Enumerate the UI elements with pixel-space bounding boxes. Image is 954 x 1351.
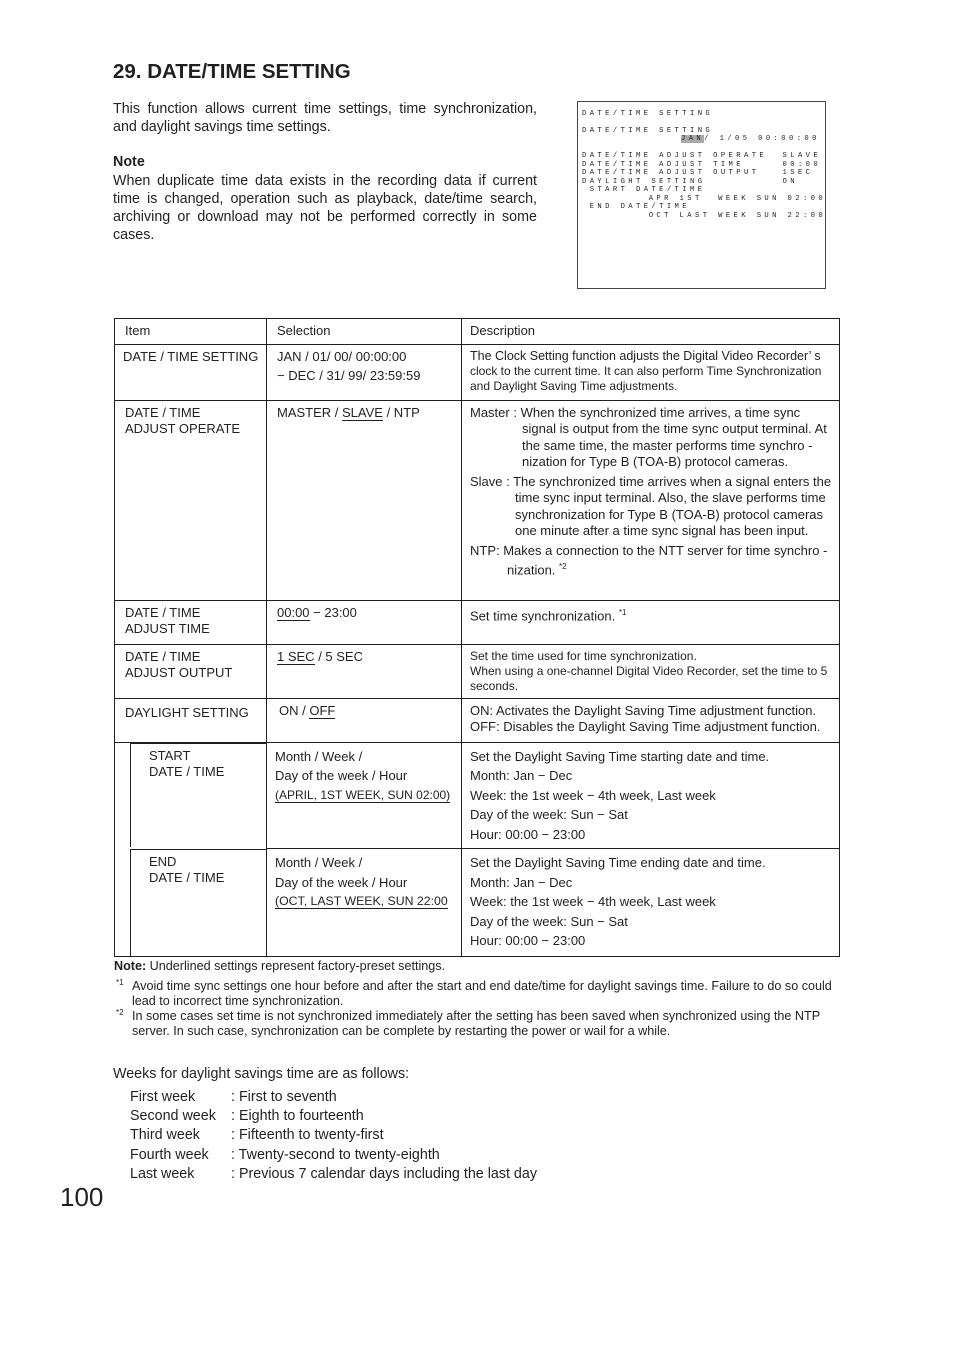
description-cell: Set time synchronization. $^{*1}$ (462, 600, 840, 644)
footnote-mark: *2 (116, 1008, 124, 1017)
footnote-2: In some cases set time is not synchronized immediately after the setting has been saved when synchronized using the NTP server. In such case, synchronization can be complete by restarting the power or wail for a while. (132, 1009, 820, 1038)
item-cell: END DATE / TIME (115, 849, 267, 957)
screen-line: JAN/ 1/05 00:00:00 (681, 135, 820, 143)
week-label: Last week (130, 1166, 195, 1182)
table-row (115, 698, 840, 742)
item-cell: DAYLIGHT SETTING (115, 698, 267, 742)
screen-line: DATE/TIME ADJUST OPERATE SLAVE (582, 152, 822, 160)
factory-default: 00:00 (277, 604, 310, 620)
week-value: : Eighth to fourteenth (231, 1108, 364, 1124)
page-number: 100 (60, 1182, 104, 1212)
weeks-heading: Weeks for daylight savings time are as follows: (113, 1066, 410, 1082)
item-cell: START DATE / TIME (115, 742, 267, 849)
item-cell: DATE / TIME ADJUST OPERATE (115, 400, 267, 600)
table-note: Note: Underlined settings represent factory-preset settings. (114, 959, 446, 973)
factory-default: (OCT, LAST WEEK, SUN 22:00 (275, 894, 448, 908)
screen-line: DATE/TIME ADJUST TIME 00:00 (582, 161, 822, 169)
table-row (115, 400, 840, 600)
description-cell: Set the time used for time synchronization. When using a one-channel Digital Video Recorder, set the time to 5 seconds. (462, 644, 840, 698)
week-value: : Previous 7 calendar days including the last day (231, 1166, 537, 1182)
note-heading: Note (113, 154, 145, 170)
week-value: : Twenty-second to twenty-eighth (231, 1147, 440, 1163)
menu-screen-illustration (577, 101, 826, 289)
week-value: : Fifteenth to twenty-first (231, 1127, 384, 1143)
week-label: First week (130, 1089, 196, 1105)
item-cell: DATE / TIME ADJUST OUTPUT (115, 644, 267, 698)
week-label: Third week (130, 1127, 200, 1143)
screen-line: START DATE/TIME (582, 186, 706, 194)
description-cell: The Clock Setting function adjusts the Digital Video Recorder’ s clock to the current time. It can also perform Time Synchronization and Daylight Saving Time adjustments. (462, 344, 840, 400)
factory-default: SLAVE (342, 404, 383, 420)
header-item: Item (115, 319, 267, 345)
screen-line: DATE/TIME SETTING (582, 127, 714, 135)
selection-cell: 1 SEC / 5 SEC (267, 644, 462, 698)
selection-cell: ON / OFF (267, 698, 462, 742)
description-cell: Master : When the synchronized time arrives, a time sync signal is output from the time sync output terminal. At the same time, the master performs time synchro -nization for Type B (TOA-B) protocol cameras. Slave : The synchronized time arrives when a signal enters the time sync input terminal. Also, the slave performs time synchronization for Type B (TOA-B) protocol cameras one minute after a time sync signal has been input. NTP: Makes a connection to the NTT server for time synchro -nization. $^{*2}$ (462, 400, 840, 600)
item-cell: DATE / TIME SETTING (115, 344, 267, 400)
screen-line: OCT LAST WEEK SUN 22:00 (587, 212, 827, 220)
header-description: Description (462, 319, 840, 345)
screen-line: DAYLIGHT SETTING ON (582, 178, 798, 186)
table-row (115, 849, 840, 957)
week-label: Second week (130, 1108, 216, 1124)
factory-default: (APRIL, 1ST WEEK, SUN 02:00) (275, 787, 451, 802)
screen-highlight: JAN (681, 135, 705, 143)
screen-line: DATE/TIME SETTING (582, 110, 714, 118)
item-cell: DATE / TIME ADJUST TIME (115, 600, 267, 644)
table-row (115, 344, 840, 400)
description-cell: Set the Daylight Saving Time starting date and time. Month: Jan − Dec Week: the 1st week − 4th week, Last week Day of the week: Sun − Sat Hour: 00:00 − 23:00 (462, 742, 840, 849)
description-cell: ON: Activates the Daylight Saving Time adjustment function. OFF: Disables the Daylight Saving Time adjustment function. (462, 698, 840, 742)
screen-line: APR 1ST WEEK SUN 02:00 (587, 195, 827, 203)
settings-table (114, 318, 840, 957)
footnote-mark: *1 (116, 978, 124, 987)
intro-text: This function allows current time settings, time synchronization, and daylight savings time settings. (113, 101, 537, 135)
description-cell: Set the Daylight Saving Time ending date and time. Month: Jan − Dec Week: the 1st week − 4th week, Last week Day of the week: Sun − Sat Hour: 00:00 − 23:00 (462, 849, 840, 957)
header-selection: Selection (267, 319, 462, 345)
table-row (115, 742, 840, 849)
factory-default: 1 SEC (277, 648, 315, 664)
page-title: 29. DATE/TIME SETTING (113, 60, 351, 83)
footnote-1: Avoid time sync settings one hour before and after the start and end date/time for daylight savings time. Failure to do so could lead to incorrect time synchronization. (132, 979, 832, 1008)
selection-cell: MASTER / SLAVE / NTP (267, 400, 462, 600)
table-row (115, 644, 840, 698)
table-header-row (115, 319, 840, 345)
selection-cell: JAN / 01/ 00/ 00:00:00 − DEC / 31/ 99/ 23:59:59 (267, 344, 462, 400)
selection-cell: Month / Week / Day of the week / Hour (OCT, LAST WEEK, SUN 22:00 (267, 849, 462, 957)
week-value: : First to seventh (231, 1089, 337, 1105)
screen-line: DATE/TIME ADJUST OUTPUT 1SEC (582, 169, 814, 177)
note-text: When duplicate time data exists in the recording data if current time is changed, operation such as playback, date/time search, archiving or download may not be performed correctly in some cases. (113, 173, 537, 243)
selection-cell: Month / Week / Day of the week / Hour (APRIL, 1ST WEEK, SUN 02:00) (267, 742, 462, 849)
table-row (115, 600, 840, 644)
factory-default: OFF (309, 702, 336, 718)
week-label: Fourth week (130, 1147, 209, 1163)
selection-cell: 00:00 − 23:00 (267, 600, 462, 644)
screen-line: END DATE/TIME (582, 203, 690, 211)
